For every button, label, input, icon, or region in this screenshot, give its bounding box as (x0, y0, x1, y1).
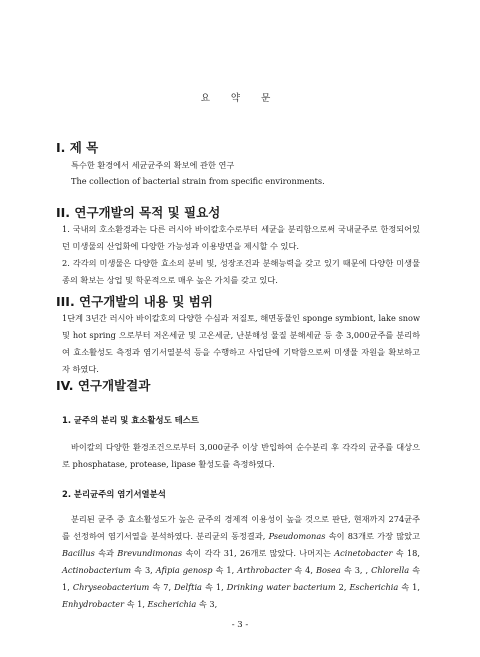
section-1-heading: I. 제 목 (56, 140, 99, 155)
genus-name: Chryseobacterium (72, 582, 150, 592)
subsection-1-paragraph: 바이칼의 다양한 환경조건으로부터 3,000균주 이상 반입하여 순수분리 후 각각의 균주를 대상으로 phosphatase, protease, lipase 활성도를 측정하였다. (62, 442, 420, 469)
section-2-heading: II. 연구개발의 목적 및 필요성 (56, 205, 221, 220)
genus-name: Delftia (174, 582, 202, 592)
genus-name: Chlorella (371, 565, 410, 575)
genus-name: Brevundimonas (117, 548, 183, 558)
section-3-heading: III. 연구개발의 내용 및 범위 (56, 294, 213, 309)
genus-name: Bosea (315, 565, 341, 575)
genus-name: Escherichia (349, 582, 399, 592)
genus-name: Actinobacterium (62, 565, 132, 575)
section-3-paragraph: 1단계 3년간 러시아 바이칼호의 다양한 수심과 저질토, 해면동물인 sponge symbiont, lake snow 및 hot spring 으로부터 저온세균 및 고온세균, 난분해성 물질 분해세균 등 총 3,000균주를 분리하여 효소활성도 측정과 염기서열분석 등을 수행하고 사업단에 기탁함으로써 미생물 자원을 확보하고자 하였다. (62, 313, 420, 374)
genus-name: Pseudomonas (268, 531, 326, 541)
genus-name: Bacillus (62, 548, 95, 558)
genus-name: Arthrobacter (237, 565, 292, 575)
page-number: - 3 - (231, 620, 249, 630)
subsection-2-paragraph: 분리된 균주 중 효소활성도가 높은 균주의 경제적 이용성이 높을 것으로 판단, 현재까지 274균주를 선정하여 염기서열을 분석하였다. 분리균의 동정결과, Pseudomonas 속이 83개로 가장 많았고 Bacillus 속과 Brevundimonas 속이 각각 31, 26개로 많았다. 나머지는 Acinetobacter 속 18, Actinobacterium 속 3, Afipia genosp 속 1, Arthrobacter 속 4, Bosea 속 3, , Chlorella 속 1, Chryseobacterium 속 7, Delftia 속 1, Drinking water bacterium 2, Escherichia 속 1, Enhydrobacter 속 1, Escherichia 속 3, (62, 514, 421, 609)
summary-title: 요 약 문 (200, 93, 280, 104)
genus-name: Escherichia (147, 599, 197, 609)
section-2-paragraph-2: 2. 각각의 미생물은 다양한 효소의 분비 및, 성장조건과 분해능력을 갖고 있기 때문에 다양한 미생물 종의 확보는 상업 및 학문적으로 매우 높은 가치를 갖고 있다. (62, 258, 420, 285)
subsection-2-heading: 2. 분리균주의 염기서열분석 (62, 489, 166, 499)
section-2-paragraph-1: 1. 국내의 호소환경과는 다른 러시아 바이칼호수로부터 세균을 분리함으로써 국내균주로 한정되어있던 미생물의 산업화에 다양한 가능성과 이용방면을 제시할 수 있다. (62, 224, 420, 251)
subsection-1-heading: 1. 균주의 분리 및 효소활성도 테스트 (62, 415, 199, 425)
section-4-heading: IV. 연구개발결과 (56, 378, 151, 393)
project-title-english: The collection of bacterial strain from specific environments. (71, 176, 325, 186)
project-title-korean: 특수한 환경에서 세균균주의 확보에 관한 연구 (71, 160, 235, 170)
genus-name: Acinetobacter (334, 548, 393, 558)
genus-name: Drinking water bacterium (226, 582, 336, 592)
genus-name: Afipia genosp (155, 565, 213, 575)
genus-name: Enhydrobacter (62, 599, 124, 609)
